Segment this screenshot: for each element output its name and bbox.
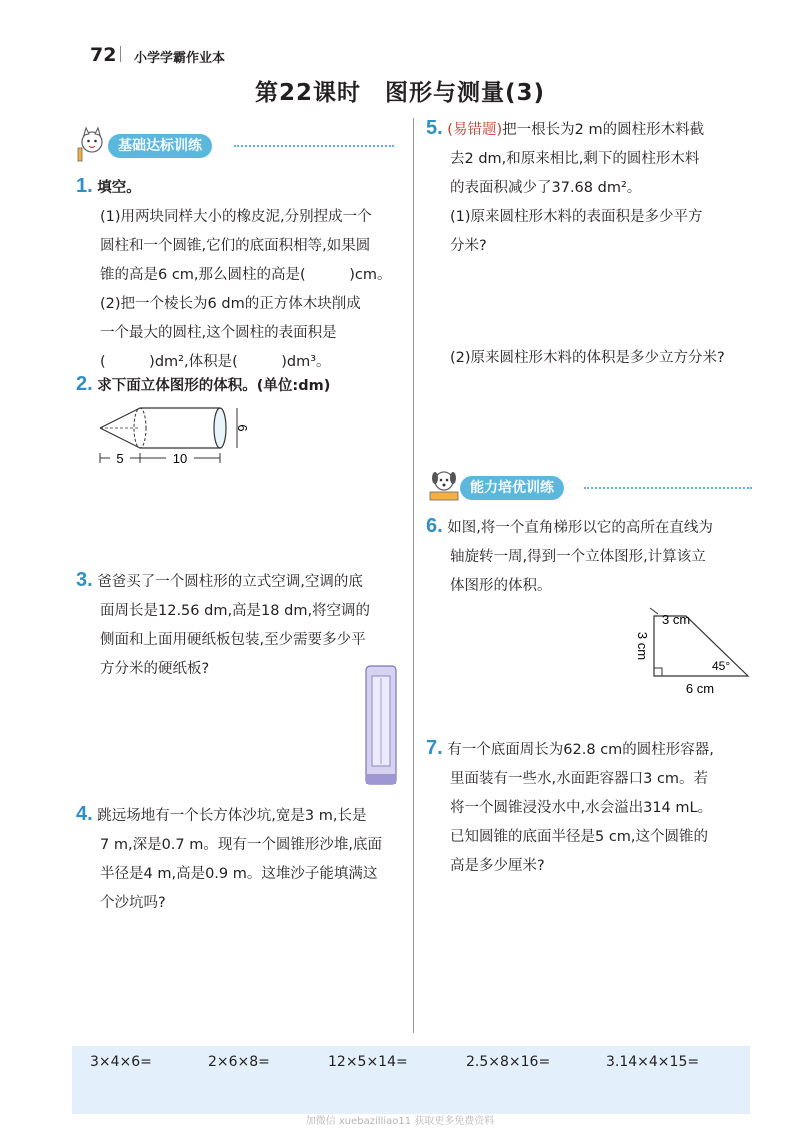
q1-line: ( )dm²,体积是( )dm³。 xyxy=(100,354,331,370)
q1-line: (1)用两块同样大小的橡皮泥,分别捏成一个 xyxy=(100,209,372,225)
trapezoid-figure xyxy=(630,604,754,698)
question-6 xyxy=(426,512,756,601)
cone-length-label: 5 xyxy=(116,451,124,466)
question-4 xyxy=(76,800,406,918)
section-basic-label: 基础达标训练 xyxy=(108,134,212,158)
mental-math-item: 2.5×8×16= xyxy=(466,1054,551,1070)
mental-math-item: 3.14×4×15= xyxy=(606,1054,700,1070)
cone-cylinder-figure xyxy=(92,396,252,472)
q1-line: 圆柱和一个圆锥,它们的底面积相等,如果圆 xyxy=(100,238,371,254)
bottom-base-label: 6 cm xyxy=(685,681,715,696)
question-1 xyxy=(76,172,406,377)
cat-mascot-icon xyxy=(74,126,110,162)
watermark: 加微信 xuebazilliao11 获取更多免费资料 xyxy=(305,1116,495,1127)
q3-line: 面周长是12.56 dm,高是18 dm,将空调的 xyxy=(100,603,371,619)
lesson-title: 第22课时 图形与测量(3) xyxy=(254,80,546,106)
mental-math-strip xyxy=(72,1046,750,1114)
mental-math-item: 12×5×14= xyxy=(328,1054,408,1070)
q3-line: 侧面和上面用硬纸板包装,至少需要多少平 xyxy=(100,632,366,648)
cylinder-length-label: 10 xyxy=(172,451,188,466)
q5-sub1: (1)原来圆柱形木料的表面积是多少平方 xyxy=(450,209,703,225)
height-label: 6 xyxy=(235,424,250,432)
top-base-label: 3 cm xyxy=(662,612,691,627)
header-separator xyxy=(120,46,121,62)
angle-label: 45° xyxy=(712,659,731,673)
section-dots xyxy=(584,487,752,489)
question-number: 2. xyxy=(76,373,93,395)
page-number: 72 xyxy=(90,44,117,66)
mental-math-item: 3×4×6= xyxy=(90,1054,152,1070)
question-3 xyxy=(76,566,406,684)
question-5 xyxy=(426,114,756,261)
q1-line: 一个最大的圆柱,这个圆柱的表面积是 xyxy=(100,325,337,341)
q4-line: 跳远场地有一个长方体沙坑,宽是3 m,长是 xyxy=(97,808,367,824)
section-advanced-header xyxy=(426,474,756,502)
q4-line: 个沙坑吗? xyxy=(100,895,166,911)
q6-line: 体图形的体积。 xyxy=(450,578,552,594)
q7-line: 有一个底面周长为62.8 cm的圆柱形容器, xyxy=(447,742,714,758)
q5-line: 的表面积减少了37.68 dm²。 xyxy=(450,180,642,196)
column-divider xyxy=(413,118,414,1033)
q6-line: 轴旋转一周,得到一个立体图形,计算该立 xyxy=(450,549,706,565)
q5-sub1: 分米? xyxy=(450,238,487,254)
question-number: 4. xyxy=(76,803,93,825)
dog-mascot-icon xyxy=(426,468,462,504)
question-text: 求下面立体图形的体积。(单位:dm) xyxy=(97,378,331,394)
section-dots xyxy=(234,145,394,147)
question-number: 5. xyxy=(426,117,443,139)
book-title: 小学学霸作业本 xyxy=(134,51,226,66)
q4-line: 半径是4 m,高是0.9 m。这堆沙子能填满这 xyxy=(100,866,378,882)
q5-sub2: (2)原来圆柱形木料的体积是多少立方分米? xyxy=(450,350,725,366)
q1-line: (2)把一个棱长为6 dm的正方体木块削成 xyxy=(100,296,361,312)
question-number: 6. xyxy=(426,515,443,537)
mental-math-item: 2×6×8= xyxy=(208,1054,270,1070)
question-number: 7. xyxy=(426,737,443,759)
question-head: 填空。 xyxy=(97,180,141,196)
section-basic-header xyxy=(74,132,404,160)
q7-line: 将一个圆锥浸没水中,水会溢出314 mL。 xyxy=(450,800,713,816)
q7-line: 已知圆锥的底面半径是5 cm,这个圆锥的 xyxy=(450,829,709,845)
q4-line: 7 m,深是0.7 m。现有一个圆锥形沙堆,底面 xyxy=(100,837,382,853)
question-number: 3. xyxy=(76,569,93,591)
error-prone-tag: (易错题) xyxy=(447,122,503,138)
q3-line: 方分米的硬纸板? xyxy=(100,661,210,677)
q7-line: 里面装有一些水,水面距容器口3 cm。若 xyxy=(450,771,709,787)
question-7 xyxy=(426,734,756,881)
air-conditioner-image xyxy=(362,664,402,786)
q5-line: 去2 dm,和原来相比,剩下的圆柱形木料 xyxy=(450,151,700,167)
height-label: 3 cm xyxy=(635,631,650,661)
section-advanced-label: 能力培优训练 xyxy=(460,476,564,500)
q5-line: 把一根长为2 m的圆柱形木料截 xyxy=(502,122,705,138)
q3-line: 爸爸买了一个圆柱形的立式空调,空调的底 xyxy=(97,574,363,590)
q6-line: 如图,将一个直角梯形以它的高所在直线为 xyxy=(447,520,713,536)
q7-line: 高是多少厘米? xyxy=(450,858,545,874)
q1-line: 锥的高是6 cm,那么圆柱的高是( )cm。 xyxy=(100,267,392,283)
question-number: 1. xyxy=(76,175,93,197)
